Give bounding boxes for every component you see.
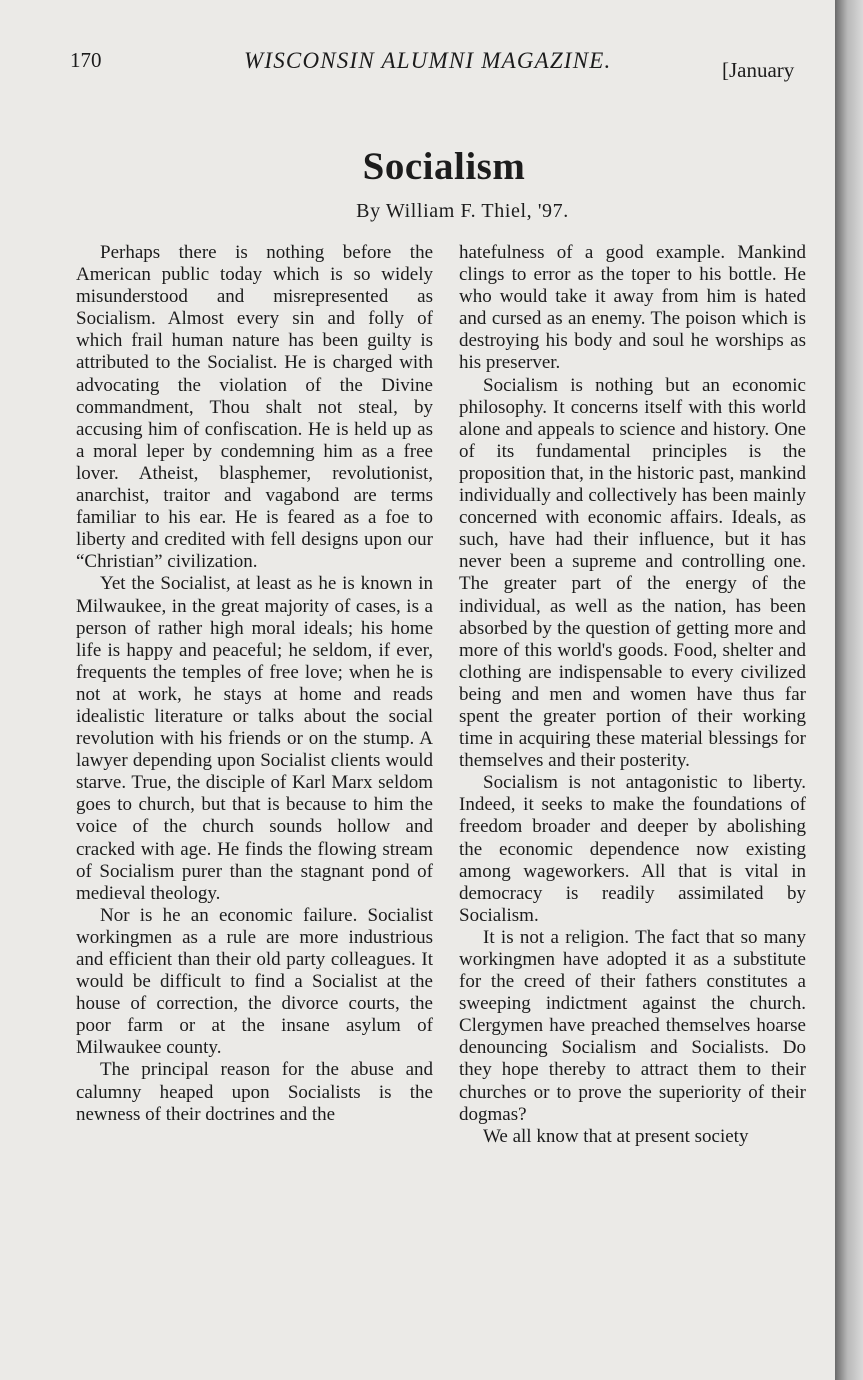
paragraph: Yet the Socialist, at least as he is known in Milwaukee, in the great majority of cases, is a person of rather high moral ideals; his home life is happy and peaceful; he seldom, if ever, frequents the temples of free love; when he is not at work, he stays at home and reads idealistic literature or talks about the social revolution with his friends or on the stump. A lawyer depending upon Socialist clients would starve. True, the disciple of Karl Marx seldom goes to church, but that is because to him the voice of the church sounds hollow and cracked with age. He finds the flowing stream of Socialism purer than the stagnant pond of medieval theology. (76, 573, 433, 904)
left-column (76, 242, 433, 1126)
article-title: Socialism (362, 145, 526, 188)
running-head: WISCONSIN ALUMNI MAGAZINE. (244, 48, 612, 73)
article-byline: By William F. Thiel, '97. (356, 200, 569, 222)
issue-month: [January (722, 58, 795, 82)
page-header (0, 44, 835, 84)
paragraph: The principal reason for the abuse and calumny heaped upon Socialists is the newness of their doctrines and the (76, 1059, 433, 1125)
paragraph: Nor is he an economic failure. Socialist workingmen as a rule are more industrious and efficient than their old party colleagues. It would be difficult to find a Socialist at the house of correction, the divorce courts, the poor farm or at the insane asylum of Milwaukee county. (76, 904, 433, 1059)
paragraph-continuation: hatefulness of a good example. Mankind clings to error as the toper to his bottle. He who would take it away from him is hated and cursed as an enemy. The poison which is destroying his body and soul he worships as his preserver. (459, 242, 806, 374)
page-number: 170 (70, 48, 102, 72)
paragraph: Socialism is nothing but an economic philosophy. It concerns itself with this world alone and appeals to science and history. One of its fundamental principles is the proposition that, in the historic past, mankind individually and collectively has been mainly concerned with economic affairs. Ideals, as such, have had their influence, but it has never been a supreme and controlling one. The greater part of the energy of the individual, as well as the nation, has been absorbed by the question of getting more and more of this world's goods. Food, shelter and clothing are indispensable to every civilized being and men and women have thus far spent the greater portion of their working time in acquiring these material blessings for themselves and their posterity. (459, 374, 806, 772)
page-edge-shadow (835, 0, 863, 1380)
paragraph: We all know that at present society (483, 1125, 749, 1147)
paragraph: Socialism is not antagonistic to liberty. Indeed, it seeks to make the foundations of freedom broader and deeper by abolishing the economic dependence now existing among wageworkers. All that is vital in democracy is readily assimilated by Socialism. (459, 772, 806, 926)
right-column (459, 242, 806, 1148)
paragraph: Perhaps there is nothing before the American public today which is so widely misunderstood and misrepresented as Socialism. Almost every sin and folly of which frail human nature has been guilty is attributed to the Socialist. He is charged with advocating the violation of the Divine commandment, Thou shalt not steal, by accusing him of confiscation. He is held up as a moral leper by condemning him as a free lover. Atheist, blasphemer, revolutionist, anarchist, traitor and vagabond are terms familiar to his ear. He is feared as a foe to liberty and credited with fell designs upon our “Christian” civilization. (76, 242, 433, 573)
paragraph: It is not a religion. The fact that so many workingmen have adopted it as a substitute for the creed of their fathers constitutes a sweeping indictment against the church. Clergymen have preached themselves hoarse denouncing Socialism and Socialists. Do they hope thereby to attract them to their churches or to prove the superiority of their dogmas? (459, 926, 806, 1125)
